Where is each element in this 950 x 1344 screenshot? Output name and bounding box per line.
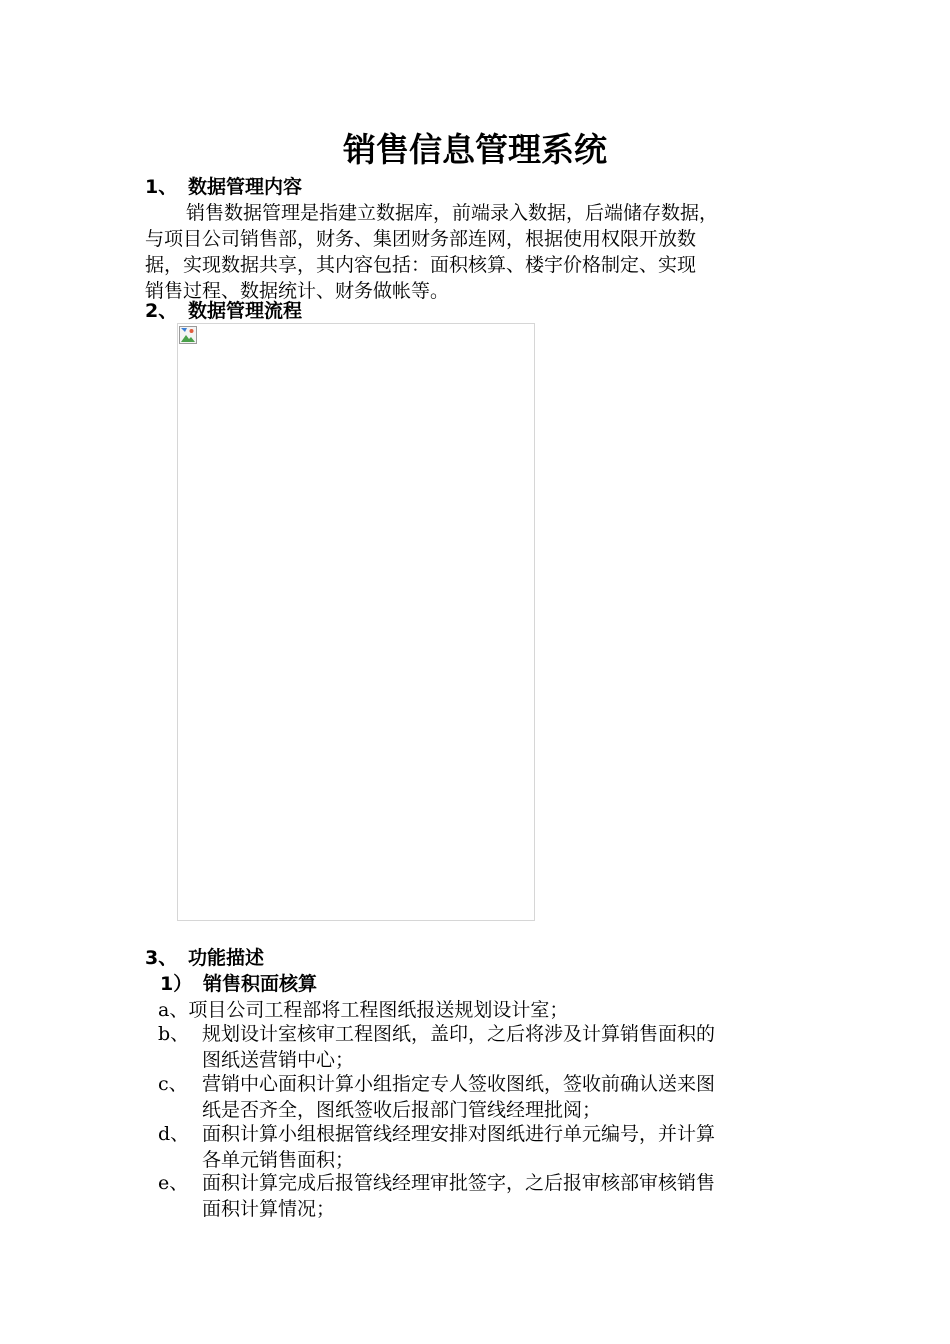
section-3-heading (145, 945, 264, 971)
section-number: 2、 (145, 300, 178, 322)
subsection-heading (160, 971, 317, 997)
list-item-line: 纸是否齐全，图纸签收后报部门管线经理批阅； (202, 1099, 602, 1121)
section-number: 3、 (145, 947, 178, 969)
section-title: 数据管理流程 (188, 300, 303, 322)
list-item-marker: e、 (158, 1172, 189, 1194)
broken-image-icon (179, 326, 197, 344)
subsection-title: 销售积面核算 (203, 973, 318, 995)
list-item-marker: a、 (158, 999, 189, 1021)
list-item-line: 规划设计室核审工程图纸，盖印，之后将涉及计算销售面积的 (202, 1023, 716, 1045)
section-2-heading (145, 298, 302, 324)
list-item-marker: d、 (158, 1123, 190, 1145)
list-item-line: 各单元销售面积； (202, 1149, 355, 1171)
flowchart-image-placeholder (177, 323, 535, 921)
paragraph-line: 销售数据管理是指建立数据库，前端录入数据，后端储存数据， (186, 202, 719, 224)
list-item-text (202, 1021, 828, 1073)
list-item-text: 项目公司工程部将工程图纸报送规划设计室； (188, 999, 569, 1021)
list-item-text (202, 1071, 828, 1123)
list-item (158, 997, 568, 1023)
list-item-line: 面积计算完成后报管线经理审批签字，之后报审核部审核销售 (202, 1172, 716, 1194)
document-title: 销售信息管理系统 (343, 130, 607, 169)
list-item-marker: c、 (158, 1073, 188, 1095)
section-title: 功能描述 (188, 947, 265, 969)
list-item-line: 图纸送营销中心； (202, 1049, 355, 1071)
paragraph-line: 与项目公司销售部，财务、集团财务部连网，根据使用权限开放数 (145, 228, 697, 250)
section-title: 数据管理内容 (188, 176, 303, 198)
list-item-text (202, 1170, 828, 1222)
list-item-marker: b、 (158, 1023, 190, 1045)
section-1-paragraph (145, 200, 825, 304)
list-item-line: 面积计算情况； (202, 1198, 336, 1220)
paragraph-line: 销售过程、数据统计、财务做帐等。 (145, 280, 450, 302)
paragraph-line: 据，实现数据共享，其内容包括：面积核算、楼宇价格制定、实现 (145, 254, 697, 276)
section-number: 1、 (145, 176, 178, 198)
subsection-number: 1） (160, 973, 193, 995)
list-item-text (202, 1121, 828, 1173)
list-item-line: 营销中心面积计算小组指定专人签收图纸，签收前确认送来图 (202, 1073, 716, 1095)
section-1-heading (145, 174, 302, 200)
list-item-line: 面积计算小组根据管线经理安排对图纸进行单元编号，并计算 (202, 1123, 716, 1145)
